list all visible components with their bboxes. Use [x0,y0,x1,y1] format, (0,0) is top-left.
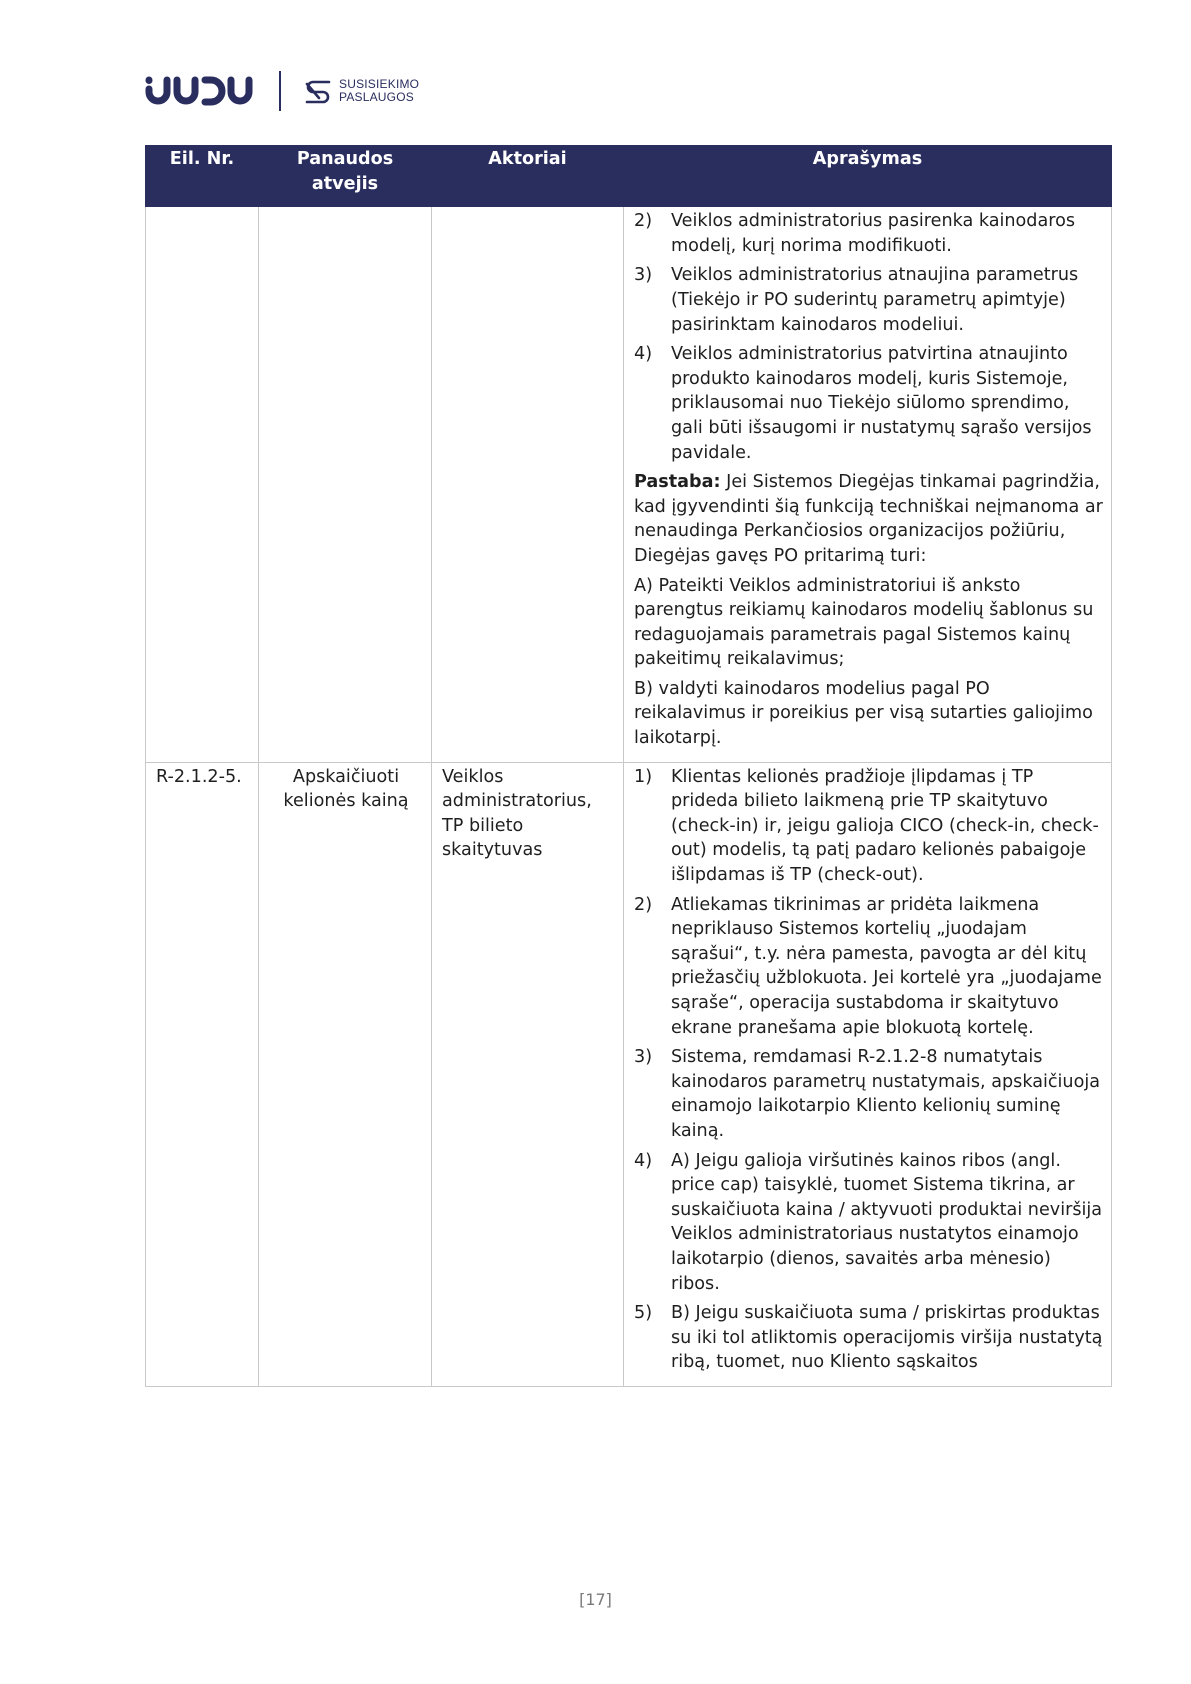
step-text: Klientas kelionės pradžioje įlipdamas į TP prideda bilieto laikmeną prie TP skaitytuvo (check-in) ir, jeigu galioja CICO (check-in, check-out) modelis, tą patį padaro kelionės pabaigoje išlipdamas iš TP (check-out). [671,766,1099,886]
step-item [634,765,1103,888]
option-a-paragraph: A) Pateikti Veiklos administratoriui iš anksto parengtus reikiamų kainodaros modelių šablonus su redaguojamais parametrais pagal Sistemos kainų pakeitimų reikalavimus; [634,575,1094,670]
cell-number: R-2.1.2-5. [146,762,259,1386]
table-header-row [146,146,1112,207]
step-text: Veiklos administratorius atnaujina parametrus (Tiekėjo ir PO suderintų parametrų apimtyje) pasirinktam kainodaros modeliui. [671,265,1079,335]
cell-use-case: Apskaičiuoti kelionės kainą [259,762,432,1386]
step-text: Veiklos administratorius pasirenka kainodaros modelį, kurį norima modifikuoti. [671,211,1076,256]
table-row [146,762,1112,1386]
step-text: A) Jeigu galioja viršutinės kainos ribos (angl. price cap) taisyklė, tuomet Sistema tikrina, ar suskaičiuota kaina / aktyvuoti produktai neviršija Veiklos administratoriaus nustatytos einamojo laikotarpio (dienos, savaitės arba mėnesio) ribos. [671,1150,1103,1294]
cell-description [624,762,1112,1386]
step-item [634,209,1103,258]
cell-actors-empty [432,207,624,762]
step-item [634,893,1103,1041]
step-item [634,1045,1103,1143]
table-row [146,207,1112,762]
step-list [634,209,1103,465]
step-item [634,342,1103,465]
step-number: 5) [634,1303,653,1324]
logo-sus-line2: PASLAUGOS [339,90,414,104]
step-number: 1) [634,766,653,787]
step-number: 4) [634,344,653,365]
cell-number-empty [146,207,259,762]
col-header-number: Eil. Nr. [146,146,259,207]
step-number: 4) [634,1150,653,1171]
step-text: B) Jeigu suskaičiuota suma / priskirtas produktas su iki tol atliktomis operacijomis viršija nustatytą ribą, tuomet, nuo Kliento sąskaitos [671,1303,1103,1373]
step-text: Veiklos administratorius patvirtina atnaujinto produkto kainodaros modelį, kuris Sistemoje, priklausomai nuo Tiekėjo siūlomo sprendimo, gali būti išsaugomi ir nustatymų sąrašo versijos pavidale. [671,344,1092,463]
step-text: Sistema, remdamasi R-2.1.2-8 numatytais kainodaros parametrų nustatymais, apskaičiuoja einamojo laikotarpio Kliento kelionių suminę kainą. [671,1047,1101,1141]
option-b-paragraph: B) valdyti kainodaros modelius pagal PO reikalavimus ir poreikius per visą sutarties galiojimo laikotarpį. [634,678,1093,749]
step-item [634,263,1103,337]
step-number: 2) [634,894,653,915]
cell-use-case-empty [259,207,432,762]
cell-actors: Veiklos administratorius, TP bilieto skaitytuvas [432,762,624,1386]
logo-sus-text [339,78,419,104]
step-number: 3) [634,1047,653,1068]
logo-sus-line1: SUSISIEKIMO [339,77,420,91]
step-list [634,765,1103,1375]
logo-separator [279,71,281,111]
step-item [634,1149,1103,1297]
cell-description [624,207,1112,762]
step-number: 3) [634,265,653,286]
page-number: [17] [579,1590,612,1609]
col-header-actors: Aktoriai [432,146,624,207]
col-header-description: Aprašymas [624,146,1112,207]
swirl-logo-icon [303,78,333,104]
step-number: 2) [634,211,653,232]
note-text: Jei Sistemos Diegėjas tinkamai pagrindžia, kad įgyvendinti šią funkciją techniškai neįmanoma ar nenaudinga Perkančiosios organizacijos požiūriu, Diegėjas gavęs PO pritarimą turi: [634,472,1103,566]
judu-logo-icon [145,76,257,106]
step-item [634,1301,1103,1375]
page-header [145,68,419,114]
susisiekimo-paslaugos-logo [303,78,419,104]
step-text: Atliekamas tikrinimas ar pridėta laikmena nepriklauso Sistemos kortelių „juodajam sąrašui“, t.y. nėra pamesta, pavogta ar dėl kitų priežasčių užblokuota. Jei kortelė yra „juodajame sąraše“, operacija sustabdoma ir skaitytuvo ekrane pranešama apie blokuotą kortelę. [671,894,1102,1038]
col-header-use-case: Panaudos atvejis [259,146,432,207]
use-case-table [145,145,1112,1387]
note-label: Pastaba: [634,472,721,493]
judu-logo [145,76,257,106]
note-paragraph [634,470,1103,568]
